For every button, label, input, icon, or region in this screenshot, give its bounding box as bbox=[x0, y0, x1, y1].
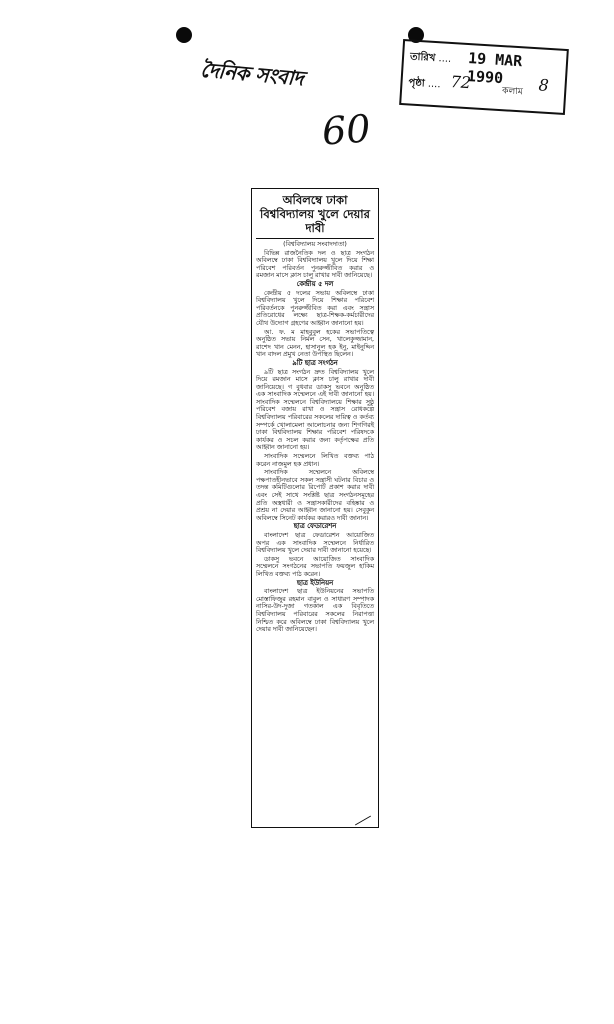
article-paragraph: ৯টি ছাত্র সংগঠন দ্রুত বিশ্ববিদ্যালয় খুলে দিয়ে রমজান মাসে ক্লাস চালু রাখার দাবী জানিয়েছে। গ বুধবার ডাকসু ভবনে অনুষ্ঠিত এক সাংবাদিক সম্মেলনে এই দাবী জানানো হয়। সাংবাদিক সম্মেলনে বিশ্ববিদ্যালয়ে শিক্ষার সুষ্ঠু পরিবেশ বজায় রাখা ও সন্ত্রাস রোধকল্পে বিশ্ববিদ্যালয় পরিবারের সকলের দায়িত্ব ও কর্তব্য সম্পর্কে খোলামেলা আলোচনার জন্য শিগগিরই ঢাকা বিশ্ববিদ্যালয় শিক্ষার পরিবেশ পরিষদকে কার্যকর ও সচল করার জন্য কর্তৃপক্ষের প্রতি আহ্বান জানানো হয়। bbox=[256, 368, 374, 452]
article-paragraph: আ. ফ. ম মাহবুবুল হকের সভাপতিত্বে অনুষ্ঠিত সভায় নির্মল সেন, খালেকুজ্জামান, রাশেদ খান মেনন, হাসানুল হক ইনু, মাইনুদ্দিন খান বাদল প্রমুখ নেতা উপস্থিত ছিলেন। bbox=[256, 328, 374, 359]
stamp-page-value: 72 bbox=[450, 71, 472, 93]
article-paragraph: কেন্দ্রীয় ৫ দলের সভায় অবিলম্বে ঢাকা বিশ্ববিদ্যালয় খুলে দিয়ে শিক্ষার পরিবেশ পরিবর্তনকে পুনরুজ্জীবিত করা এবং সন্ত্রাস প্রতিরোধের লক্ষ্যে ছাত্র-শিক্ষক-কর্মচারীদের যৌথ উদ্যোগ গ্রহণের আহ্বান জানানো হয়। bbox=[256, 289, 374, 327]
stamp-column-label: কলাম bbox=[501, 86, 524, 98]
section-heading: ৯টি ছাত্র সংগঠন bbox=[292, 358, 338, 367]
stamp-page-label: পৃষ্ঠা bbox=[408, 77, 426, 90]
article-paragraph: বাংলাদেশ ছাত্র ফেডারেশন আয়োজিত অপর এক সাংবাদিক সম্মেলনে নির্ধারিত বিশ্ববিদ্যালয় খুলে দেয়ার দাবী জানানো হয়েছে। bbox=[256, 531, 374, 555]
article-paragraph: ডাকসু ভবনে আয়োজিত সাংবাদিক সম্মেলনে সংগঠনের সভাপতি ফয়জুল হাকিম লিখিত বক্তব্য পাঠ করেন। bbox=[256, 555, 374, 578]
article-paragraph: সাংবাদিক সম্মেলনে অবিলম্বে পক্ষপাতহীনভাবে সকল সন্ত্রাসী ঘটনার বিচার ও তদন্ত কমিটিগুলোর রিপোর্ট প্রকাশ করার দাবী এবং সেই সাথে সংশ্লিষ্ট ছাত্র সংগঠনসমূহের প্রতি অস্ত্রধারী ও সন্ত্রাসকারীদের বহিষ্কার ও প্রশ্রয় না দেয়ার আহ্বান জানানো হয়। সেবুকুন অবিলম্বে সিনেট কার্যকর করারও দাবী জানান। bbox=[256, 469, 374, 522]
stamp-date-label: তারিখ bbox=[409, 51, 436, 64]
handwritten-page-number: 60 bbox=[320, 106, 372, 154]
article-byline: (বিশ্ববিদ্যালয় সংবাদদাতা) bbox=[283, 241, 347, 248]
archive-stamp: তারিখ .... 19 MAR 1990 পৃষ্ঠা .... 72 কলাম 8 bbox=[399, 39, 569, 115]
end-mark bbox=[355, 816, 371, 826]
article-paragraph: সাংবাদিক সম্মেলনে লিখিত বক্তব্য পাঠ করেন নাজমুল হক প্রধান। bbox=[256, 453, 374, 468]
section-heading: ছাত্র ইউনিয়ন bbox=[296, 578, 334, 587]
punch-hole-left bbox=[176, 27, 192, 43]
newspaper-masthead: দৈনিক সংবাদ bbox=[199, 57, 305, 91]
article-paragraph: বাংলাদেশ ছাত্র ইউনিয়নের সভাপতি মোস্তাফিজুর রহমান বাবুল ও সাধারণ সম্পাদক নাসির-উদ-দুজা গতকাল এক বিবৃতিতে বিশ্ববিদ্যালয় পরিবারের সকলের নিরাপত্তা নিশ্চিত করে অবিলম্বে ঢাকা বিশ্ববিদ্যালয় খুলে দেয়ার দাবী জানিয়েছেন। bbox=[256, 588, 374, 634]
section-heading: ছাত্র ফেডারেশন bbox=[293, 522, 337, 531]
newspaper-clipping bbox=[251, 188, 379, 828]
section-heading: কেন্দ্রীয় ৫ দল bbox=[296, 279, 334, 288]
stamp-date: 19 MAR 1990 bbox=[466, 49, 523, 88]
article-paragraph: বিভিন্ন রাজনৈতিক দল ও ছাত্র সংগঠন অবিলম্বে ঢাকা বিশ্ববিদ্যালয় খুলে দিয়ে শিক্ষা পরিবেশ পরিবর্তন পুনরুজ্জীবিত করার ও রমজান মাসে ক্লাস চালু রাখার দাবী জানিয়েছে। bbox=[256, 249, 374, 280]
article-headline: অবিলম্বে ঢাকা বিশ্ববিদ্যালয় খুলে দেয়ার দাবী bbox=[256, 191, 374, 239]
stamp-column-value: 8 bbox=[538, 75, 550, 95]
